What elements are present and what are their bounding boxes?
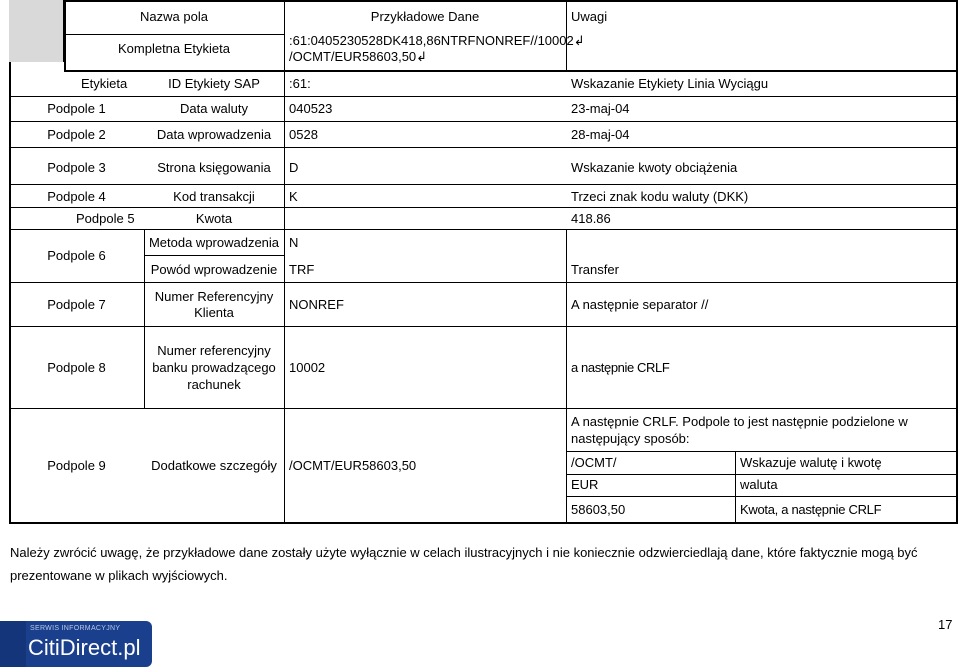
logo-wordmark: CitiDirect.pl [28,635,141,660]
column-divider [566,229,567,524]
row-name: Strona księgowania [157,160,271,175]
row-name: Data waluty [180,101,248,116]
row-field: Podpole 1 [47,101,106,116]
podpole8-name-line3: rachunek [187,377,241,392]
podpole7-name-line1: Numer Referencyjny [154,289,274,304]
logo-stripe [0,621,26,667]
row-example: :61: [289,76,311,91]
row-divider [9,408,958,409]
podpole9-sub-value: EUR [571,477,599,492]
row-example: D [289,160,299,175]
row-divider [9,147,958,148]
complete-label-example-line1: :61:0405230528DK418,86NTRFNONREF//10002↲ [289,33,585,48]
row-field: Podpole 2 [47,127,106,142]
podpole9-note-line1: A następnie CRLF. Podpole to jest następnie podzielone w [571,414,908,429]
row-divider [9,229,958,230]
row-example: 0528 [289,127,318,142]
row-example: 418.86 [571,211,611,226]
podpole7-example: NONREF [289,297,344,312]
podpole9-example: /OCMT/EUR58603,50 [289,458,417,473]
row-divider [566,474,958,475]
row-note: Trzeci znak kodu waluty (DKK) [571,189,749,204]
row-field: Podpole 4 [47,189,106,204]
podpole8-name-line1: Numer referencyjny [157,343,271,358]
row-name: ID Etykiety SAP [168,76,260,91]
column-divider [735,451,736,524]
row-divider [9,326,958,327]
row-divider [9,207,958,208]
header-field-name: Nazwa pola [140,9,208,24]
row-field: Etykieta [81,76,128,91]
podpole6-note2: Transfer [571,262,619,277]
podpole9-name: Dodatkowe szczegóły [151,458,277,473]
row-divider [9,96,958,97]
podpole7-field: Podpole 7 [47,297,106,312]
podpole6-example2: TRF [289,262,315,277]
row-divider [9,121,958,122]
header-notes: Uwagi [571,9,608,24]
footnote: Należy zwrócić uwagę, że przykładowe dane zostały użyte wyłącznie w celach ilustracyjnych i nie koniecznie odzwierciedlają dane, które faktycznie mogą być prezentowane w plikach wyjściowych. [10,545,918,583]
header-shaded-cell [9,0,64,62]
row-name: Data wprowadzenia [156,127,272,142]
podpole6-field: Podpole 6 [47,248,106,263]
row-note: 28-maj-04 [571,127,630,142]
row-divider [144,255,284,256]
podpole9-note-line2: następujący sposób: [571,431,690,446]
podpole9-sub-desc: waluta [740,477,778,492]
row-field: Podpole 3 [47,160,106,175]
podpole8-field: Podpole 8 [47,360,106,375]
logo-tagline: SERWIS INFORMACYJNY [30,625,121,632]
row-divider [566,451,958,452]
row-example: K [289,189,298,204]
row-example: 040523 [289,101,333,116]
row-divider [64,70,958,72]
podpole9-sub-desc: Wskazuje walutę i kwotę [740,455,882,470]
row-name: Kwota [195,211,233,226]
podpole8-note: a następnie CRLF [571,360,670,375]
row-note: Wskazanie Etykiety Linia Wyciągu [571,76,769,91]
citidirect-logo [0,621,152,667]
podpole6-name1: Metoda wprowadzenia [148,235,280,250]
podpole9-sub-value: /OCMT/ [571,455,617,470]
podpole7-note: A następnie separator // [571,297,709,312]
row-name: Kod transakcji [173,189,255,204]
column-divider [284,0,285,524]
podpole8-name-line2: banku prowadzącego [152,360,276,375]
row-note: Wskazanie kwoty obciążenia [571,160,738,175]
complete-label-name: Kompletna Etykieta [117,41,230,56]
row-field: Podpole 5 [76,211,135,226]
podpole7-name-line2: Klienta [194,305,234,320]
podpole9-field: Podpole 9 [47,458,106,473]
podpole6-example1: N [289,235,299,250]
complete-label-example-line2: /OCMT/EUR58603,50↲ [289,49,428,64]
row-divider [566,496,958,497]
podpole8-example: 10002 [289,360,326,375]
page-number: 17 [938,617,953,632]
podpole9-sub-value: 58603,50 [571,502,626,517]
header-example-data: Przykładowe Dane [370,9,480,24]
podpole9-sub-desc: Kwota, a następnie CRLF [740,502,882,517]
row-divider [64,34,284,35]
row-note: 23-maj-04 [571,101,630,116]
row-divider [9,282,958,283]
podpole6-name2: Powód wprowadzenie [150,262,278,277]
row-divider [9,184,958,185]
